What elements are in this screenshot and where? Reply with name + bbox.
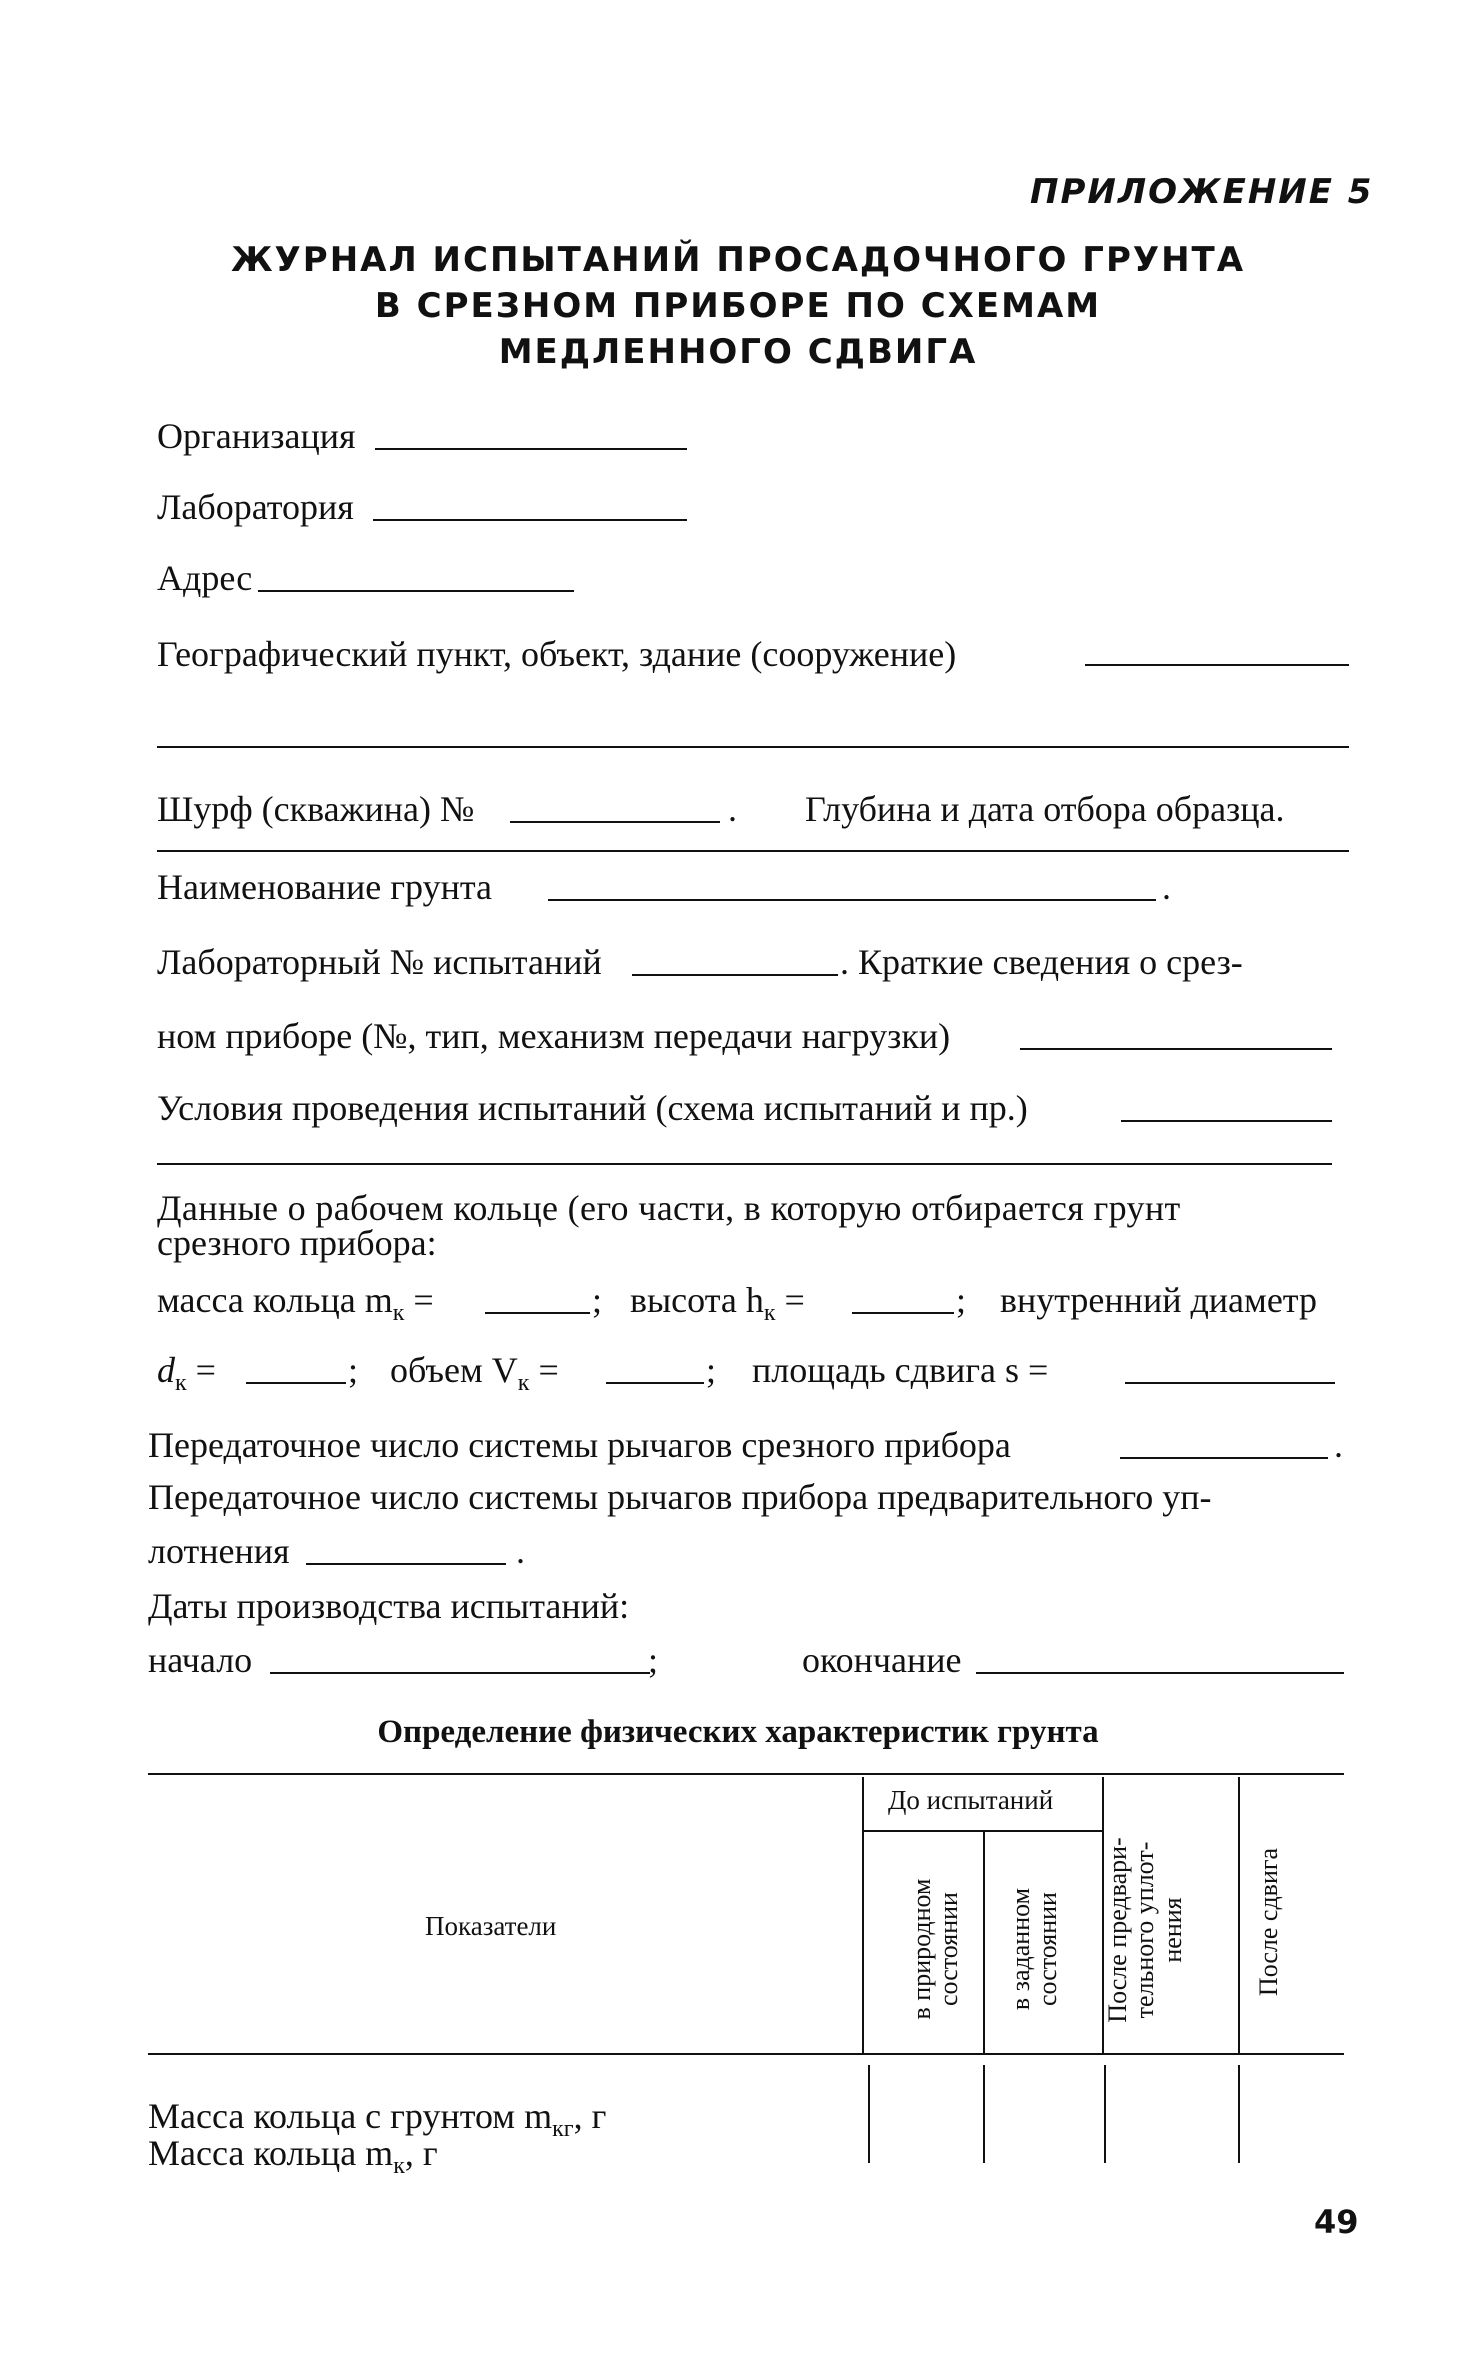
page-number: 49: [1314, 2203, 1359, 2241]
gear-ratio-shear-dot: .: [1334, 1425, 1343, 1465]
semicolon-2: ;: [956, 1280, 967, 1320]
height-field[interactable]: [852, 1312, 954, 1314]
laboratory-label: Лаборатория: [157, 487, 354, 527]
soil-name-label: Наименование грунта: [157, 867, 492, 907]
volume-field[interactable]: [606, 1382, 704, 1384]
device-info-label: ном приборе (№, тип, механизм передачи нагрузки): [157, 1016, 951, 1056]
column-header-indicators: Показатели: [425, 1911, 557, 1941]
device-info-field[interactable]: [1020, 1048, 1332, 1050]
semicolon-4: ;: [706, 1350, 717, 1390]
column-group-before-test: До испытаний: [888, 1785, 1054, 1815]
gear-ratio-pre-line-2: лотнения: [148, 1531, 290, 1571]
ring-mass-label: масса кольца $m_к$ =: [157, 1280, 434, 1327]
height-label: высота $h_к$ =: [630, 1280, 805, 1327]
ring-data-line-1: Данные о рабочем кольце (его части, в которую отбирается грунт: [157, 1188, 1181, 1228]
diameter-label: $d_к$ =: [157, 1350, 216, 1397]
table-section-title: Определение физических характеристик грунта: [377, 1714, 1099, 1750]
depth-date-label: Глубина и дата отбора образца.: [805, 789, 1285, 829]
page-title-line-2: В СРЕЗНОМ ПРИБОРЕ ПО СХЕМАМ: [374, 286, 1102, 326]
gear-ratio-pre-dot: .: [516, 1531, 525, 1571]
geo-point-label: Географический пункт, объект, здание (сооружение): [157, 634, 957, 674]
shear-area-label: площадь сдвига s =: [752, 1350, 1049, 1390]
column-header-after-shear: После сдвига: [1254, 1847, 1283, 1997]
depth-date-field[interactable]: [157, 850, 1349, 852]
pit-field[interactable]: [510, 821, 720, 823]
table-divider-4: [1238, 1777, 1240, 2053]
start-field[interactable]: [270, 1672, 650, 1674]
conditions-field-continued[interactable]: [157, 1163, 1332, 1165]
appendix-label: ПРИЛОЖЕНИЕ 5: [1030, 172, 1374, 212]
column-header-after-preliminary-compaction: После предвари- тельного уплот- нения: [1103, 1837, 1187, 2023]
column-header-given-state: в заданном состоянии: [1006, 1887, 1063, 2011]
lab-number-label: Лабораторный № испытаний: [157, 942, 602, 982]
conditions-field[interactable]: [1121, 1120, 1332, 1122]
gear-ratio-shear-field[interactable]: [1120, 1457, 1328, 1459]
organization-field[interactable]: [375, 448, 687, 450]
conditions-label: Условия проведения испытаний (схема испытаний и пр.): [157, 1088, 1028, 1128]
table-top-rule: [148, 1773, 1344, 1775]
table-row-divider-2: [983, 2065, 985, 2163]
page-title-line-3: МЕДЛЕННОГО СДВИГА: [498, 332, 978, 372]
soil-name-dot: .: [1162, 867, 1171, 907]
address-label: Адрес: [157, 558, 253, 598]
pit-dot: .: [728, 789, 737, 829]
table-row: Масса кольца $m_к$, г: [148, 2133, 438, 2180]
page-title-line-1: ЖУРНАЛ ИСПЫТАНИЙ ПРОСАДОЧНОГО ГРУНТА: [230, 240, 1246, 280]
table-divider-2: [983, 1832, 985, 2053]
diameter-field[interactable]: [246, 1382, 346, 1384]
semicolon-1: ;: [592, 1280, 603, 1320]
ring-data-line-2: срезного прибора:: [157, 1223, 437, 1263]
semicolon-3: ;: [348, 1350, 359, 1390]
end-label: окончание: [802, 1640, 962, 1680]
pit-label: Шурф (скважина) №: [157, 789, 475, 829]
organization-label: Организация: [157, 416, 356, 456]
volume-label: объем $V_к$ =: [390, 1350, 559, 1397]
gear-ratio-pre-field[interactable]: [306, 1563, 506, 1565]
address-field[interactable]: [258, 590, 574, 592]
dates-label: Даты производства испытаний:: [148, 1586, 630, 1626]
geo-point-field-continued[interactable]: [157, 746, 1349, 748]
geo-point-field[interactable]: [1085, 664, 1349, 666]
brief-info-label: . Краткие сведения о срез-: [840, 942, 1243, 982]
soil-name-field[interactable]: [548, 899, 1156, 901]
table-row-divider-3: [1104, 2065, 1106, 2163]
lab-number-field[interactable]: [632, 974, 838, 976]
start-label: начало: [148, 1640, 253, 1680]
laboratory-field[interactable]: [373, 519, 687, 521]
start-semicolon: ;: [648, 1640, 659, 1680]
column-header-natural-state: в природном состоянии: [907, 1878, 964, 2020]
shear-area-field[interactable]: [1125, 1382, 1335, 1384]
end-field[interactable]: [976, 1672, 1344, 1674]
table-row-divider-1: [868, 2065, 870, 2163]
table-row-divider-4: [1238, 2065, 1240, 2163]
ring-mass-field[interactable]: [485, 1312, 590, 1314]
inner-diameter-label: внутренний диаметр: [1000, 1280, 1317, 1320]
gear-ratio-shear-label: Передаточное число системы рычагов срезного прибора: [148, 1425, 1011, 1465]
gear-ratio-pre-line-1: Передаточное число системы рычагов прибора предварительного уп-: [148, 1477, 1212, 1517]
table-row: Масса кольца с грунтом $m_{кг}$, г: [148, 2096, 607, 2143]
table-divider-1: [862, 1777, 864, 2053]
